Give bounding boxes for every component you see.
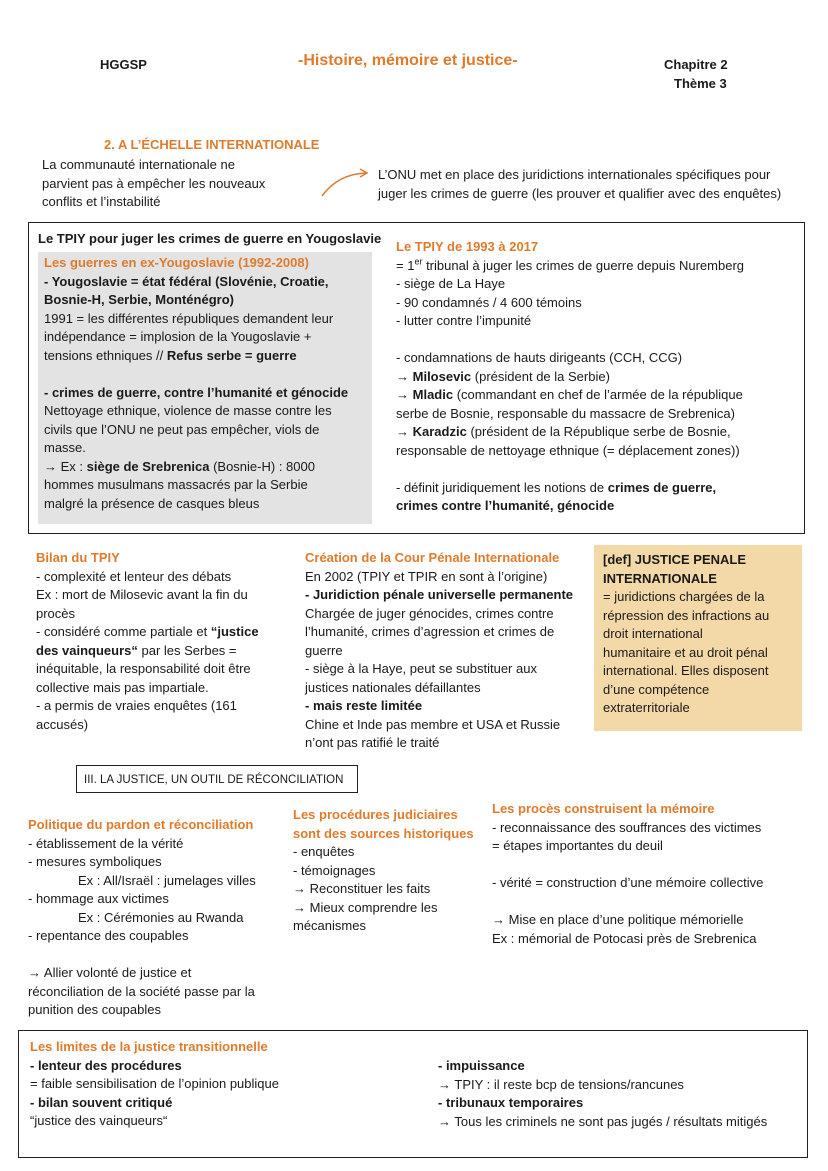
limites-item: - bilan souvent critiqué bbox=[30, 1094, 173, 1110]
milosevic-line bbox=[396, 368, 744, 387]
condamnations-line: - condamnations de hauts dirigeants (CCH, CCG) bbox=[396, 350, 683, 365]
pardon-conclusion: → Allier volonté de justice et bbox=[28, 965, 192, 980]
refus-serbe-text: Refus serbe = guerre bbox=[166, 347, 297, 363]
pardon-line: - hommage aux victimes bbox=[28, 891, 169, 906]
cpi-line: justices nationales défaillantes bbox=[305, 679, 481, 695]
independence-line: indépendance = implosion de la Yougoslavie + bbox=[44, 329, 312, 344]
bilan-line bbox=[36, 623, 259, 642]
mladic-line bbox=[396, 386, 744, 405]
procedures-column bbox=[293, 806, 474, 936]
definit-bold: crimes de guerre, bbox=[607, 479, 717, 495]
nettoyage-line: civils que l’ONU ne peut pas empêcher, viols de bbox=[44, 421, 320, 437]
arrow-icon: → bbox=[396, 424, 413, 439]
bilan-line: procès bbox=[36, 605, 76, 621]
pardon-line: - repentance des coupables bbox=[28, 928, 189, 943]
federal-state-line: Bosnie-H, Serbie, Monténégro) bbox=[44, 292, 234, 307]
cpi-column bbox=[305, 549, 573, 753]
section-3-heading: III. LA JUSTICE, UN OUTIL DE RÉCONCILIATION bbox=[84, 774, 344, 786]
pardon-heading: Politique du pardon et réconciliation bbox=[28, 817, 254, 832]
curved-arrow-icon bbox=[318, 166, 372, 202]
limites-line: = faible sensibilisation de l’opinion publique bbox=[30, 1076, 279, 1091]
pardon-example: Ex : All/Israël : jumelages villes bbox=[78, 872, 256, 888]
bilan-heading: Bilan du TPIY bbox=[36, 550, 120, 565]
srebrenica-line: malgré la présence de casques bleus bbox=[44, 495, 260, 511]
onu-text bbox=[378, 166, 781, 203]
memoire-line: Ex : mémorial de Potocasi près de Srebrenica bbox=[492, 930, 757, 946]
cpi-line: En 2002 (TPIY et TPIR en sont à l’origine) bbox=[305, 568, 548, 584]
pardon-conclusion: punition des coupables bbox=[28, 1002, 161, 1017]
srebrenica-line: hommes musulmans massacrés par la Serbie bbox=[44, 477, 308, 492]
limites-left-column bbox=[30, 1038, 279, 1131]
definition-line: droit international bbox=[603, 626, 703, 641]
definition-heading: [def] JUSTICE PENALE bbox=[603, 552, 747, 567]
bilan-line bbox=[36, 642, 259, 661]
definition-line: extraterritoriale bbox=[603, 700, 690, 715]
karadzic-line bbox=[396, 423, 744, 442]
cpi-line: - mais reste limitée bbox=[305, 698, 423, 713]
tpiy-item: - lutter contre l’impunité bbox=[396, 313, 532, 328]
first-pre: = 1 bbox=[396, 257, 415, 273]
bilan-line: accusés) bbox=[36, 716, 89, 732]
cpi-line: guerre bbox=[305, 642, 343, 658]
procedures-line: → Reconstituer les faits bbox=[293, 881, 431, 896]
limites-line: → TPIY : il reste bcp de tensions/rancunes bbox=[438, 1076, 684, 1092]
bilan-line: Ex : mort de Milosevic avant la fin du bbox=[36, 587, 248, 602]
memoire-line: = étapes importantes du deuil bbox=[492, 838, 663, 853]
limites-line: → Tous les criminels ne sont pas jugés / résultats mitigés bbox=[438, 1113, 768, 1129]
definition-line: = juridictions chargées de la bbox=[603, 589, 765, 604]
limites-right-column bbox=[438, 1057, 767, 1131]
section-2-heading: 2. A L’ÉCHELLE INTERNATIONALE bbox=[104, 137, 320, 152]
bilan-line: collective mais pas impartiale. bbox=[36, 679, 209, 695]
bilan-line: inéquitable, la responsabilité doit être bbox=[36, 661, 251, 676]
procedures-line: - témoignages bbox=[293, 862, 376, 878]
intro-text bbox=[42, 156, 265, 212]
definit-line-2: crimes contre l’humanité, génocide bbox=[396, 498, 615, 513]
memoire-heading: Les procès construisent la mémoire bbox=[492, 801, 715, 816]
pardon-line: - mesures symboliques bbox=[28, 854, 162, 869]
bilan-line: - a permis de vraies enquêtes (161 bbox=[36, 698, 237, 713]
limites-line: “justice des vainqueurs“ bbox=[30, 1113, 168, 1128]
definition-line: humanitaire et au droit pénal bbox=[603, 644, 768, 660]
srebrenica-line bbox=[44, 458, 348, 477]
bilan-text: par les Serbes = bbox=[137, 642, 237, 658]
chapter-label: Chapitre 2 bbox=[664, 57, 728, 72]
procedures-line: - enquêtes bbox=[293, 844, 355, 859]
srebrenica-post-text: (Bosnie-H) : 8000 bbox=[209, 458, 315, 474]
crimes-heading: - crimes de guerre, contre l’humanité et génocide bbox=[44, 384, 349, 400]
pardon-column bbox=[28, 816, 256, 1020]
bilan-text: - considéré comme partiale et bbox=[36, 624, 211, 639]
cpi-line: n’ont pas ratifié le traité bbox=[305, 735, 440, 750]
bilan-column bbox=[36, 549, 259, 734]
memoire-line: - reconnaissance des souffrances des victimes bbox=[492, 819, 762, 835]
tensions-line bbox=[44, 347, 348, 366]
arrow-icon: → bbox=[396, 368, 413, 384]
chapter-info bbox=[664, 55, 728, 93]
onu-line: L’ONU met en place des juridictions internationales spécifiques pour bbox=[378, 167, 771, 182]
pardon-conclusion: réconciliation de la société passe par la bbox=[28, 983, 255, 999]
karadzic-line-2: responsable de nettoyage ethnique (= déplacement zones)) bbox=[396, 442, 740, 458]
first-sup: er bbox=[414, 256, 423, 267]
yougoslavie-column bbox=[44, 254, 348, 513]
justice-vainqueurs-text: “justice bbox=[210, 624, 259, 639]
definition-heading: INTERNATIONALE bbox=[603, 570, 717, 586]
procedures-line: → Mieux comprendre les bbox=[293, 899, 438, 915]
cpi-line: l’humanité, crimes d’agression et crimes de bbox=[305, 624, 555, 639]
arrow-icon: → bbox=[396, 387, 413, 402]
definit-line bbox=[396, 479, 744, 498]
onu-line: juger les crimes de guerre (les prouver et qualifier avec des enquêtes) bbox=[378, 185, 782, 201]
tpiy-item: - 90 condamnés / 4 600 témoins bbox=[396, 294, 582, 310]
federal-state-line: - Yougoslavie = état fédéral (Slovénie, Croatie, bbox=[44, 273, 329, 289]
cpi-line: Chine et Inde pas membre et USA et Russie bbox=[305, 716, 561, 732]
karadzic-name: Karadzic bbox=[412, 424, 467, 439]
limites-item: - impuissance bbox=[438, 1058, 525, 1073]
page-title: -Histoire, mémoire et justice- bbox=[298, 52, 518, 69]
mladic-name: Mladic bbox=[412, 387, 454, 402]
srebrenica-text: siège de Srebrenica bbox=[86, 458, 210, 474]
tpiy-item: - siège de La Haye bbox=[396, 276, 506, 291]
definition-line: d’une compétence bbox=[603, 681, 710, 697]
limites-heading: Les limites de la justice transitionnelle bbox=[30, 1039, 268, 1054]
procedures-line: mécanismes bbox=[293, 918, 366, 933]
pardon-line: - établissement de la vérité bbox=[28, 835, 184, 851]
arrow-ex-text: → Ex : bbox=[44, 458, 87, 474]
tpiy-box-title: Le TPIY pour juger les crimes de guerre en Yougoslavie bbox=[38, 231, 382, 246]
tpiy-dates-column bbox=[396, 238, 744, 516]
milosevic-name: Milosevic bbox=[412, 368, 472, 384]
subject-label: HGGSP bbox=[100, 57, 147, 72]
definition-line: international. Elles disposent bbox=[603, 663, 769, 678]
definition-line: répression des infractions au bbox=[603, 607, 770, 623]
intro-line: conflits et l’instabilité bbox=[42, 194, 161, 209]
memoire-line: - vérité = construction d’une mémoire collective bbox=[492, 875, 764, 890]
mladic-line-2: serbe de Bosnie, responsable du massacre de Srebrenica) bbox=[396, 405, 735, 421]
definition-column bbox=[603, 551, 769, 718]
justice-vainqueurs-text: des vainqueurs“ bbox=[36, 642, 138, 658]
procedures-heading: Les procédures judiciaires bbox=[293, 807, 458, 822]
nettoyage-line: masse. bbox=[44, 440, 86, 455]
intro-line: parvient pas à empêcher les nouveaux bbox=[42, 175, 266, 191]
yougoslavie-heading: Les guerres en ex-Yougoslavie (1992-2008) bbox=[44, 255, 309, 270]
theme-label: Thème 3 bbox=[674, 76, 727, 91]
limites-item: - tribunaux temporaires bbox=[438, 1095, 584, 1110]
intro-line: La communauté internationale ne bbox=[42, 157, 235, 172]
milosevic-desc: (président de la Serbie) bbox=[471, 368, 610, 384]
nettoyage-line: Nettoyage ethnique, violence de masse contre les bbox=[44, 403, 332, 418]
cpi-heading: Création de la Cour Pénale Internationale bbox=[305, 550, 560, 565]
cpi-line: - Juridiction pénale universelle permanente bbox=[305, 587, 574, 602]
definit-pre: - définit juridiquement les notions de bbox=[396, 479, 608, 495]
first-post: tribunal à juger les crimes de guerre depuis Nuremberg bbox=[422, 257, 744, 273]
independence-line: 1991 = les différentes républiques demandent leur bbox=[44, 310, 334, 326]
mladic-desc: (commandant en chef de l’armée de la république bbox=[453, 387, 743, 402]
procedures-heading: sont des sources historiques bbox=[293, 825, 474, 841]
pardon-example: Ex : Cérémonies au Rwanda bbox=[78, 909, 244, 925]
karadzic-desc: (président de la République serbe de Bosnie, bbox=[466, 424, 731, 439]
tensions-text: tensions ethniques // bbox=[44, 347, 167, 363]
memoire-column bbox=[492, 800, 763, 948]
first-tribunal-line bbox=[396, 257, 744, 276]
cpi-line: - siège à la Haye, peut se substituer aux bbox=[305, 661, 537, 676]
bilan-line: - complexité et lenteur des débats bbox=[36, 568, 232, 584]
limites-item: - lenteur des procédures bbox=[30, 1057, 182, 1073]
cpi-line: Chargée de juger génocides, crimes contre bbox=[305, 605, 554, 621]
memoire-line: → Mise en place d’une politique mémorielle bbox=[492, 912, 744, 927]
tpiy-dates-heading: Le TPIY de 1993 à 2017 bbox=[396, 239, 539, 254]
